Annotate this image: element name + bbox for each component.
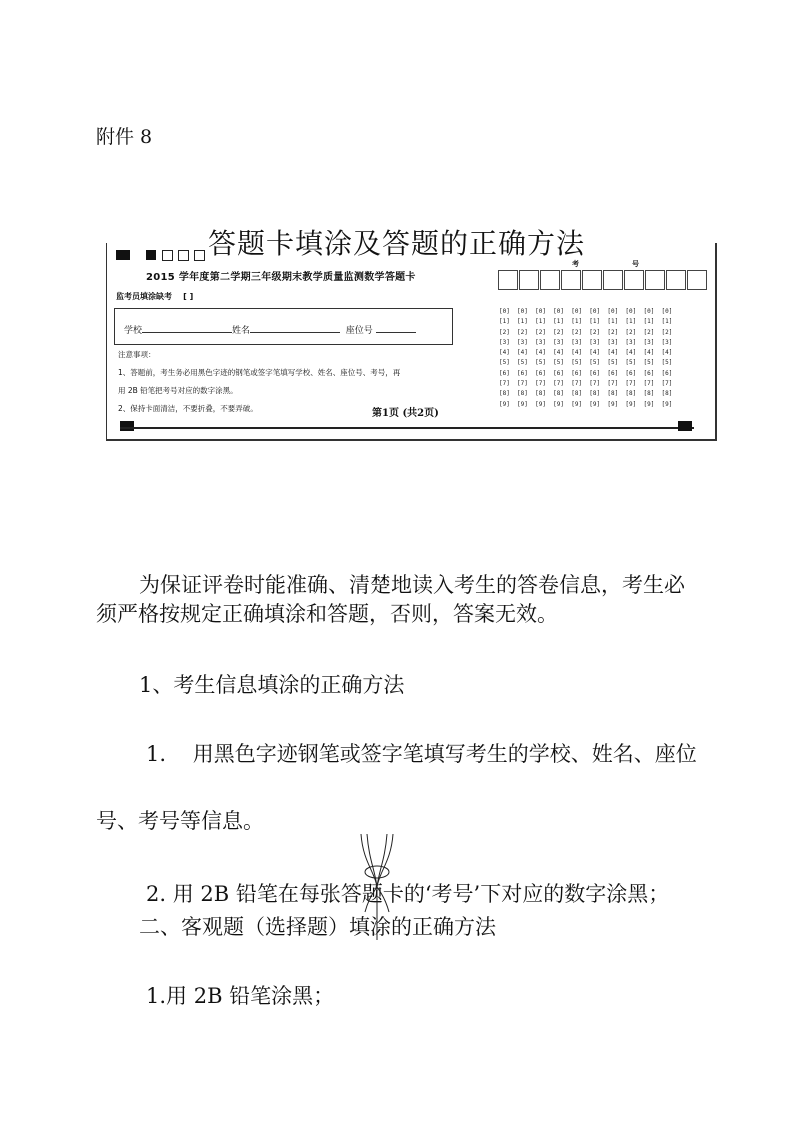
- proctor-box: [ ]: [183, 292, 194, 301]
- digit-row: [8] [8] [8] [8] [8] [8] [8] [8] [8] [8]: [499, 390, 673, 398]
- step1-line-2: 号、考号等信息。: [96, 809, 264, 833]
- card-title: 2015 学年度第二学期三年级期末教学质量监测数学答题卡: [146, 272, 416, 283]
- digit-row: [4] [4] [4] [4] [4] [4] [4] [4] [4] [4]: [499, 349, 673, 357]
- digit-row: [7] [7] [7] [7] [7] [7] [7] [7] [7] [7]: [499, 380, 673, 388]
- digit-row: [5] [5] [5] [5] [5] [5] [5] [5] [5] [5]: [499, 359, 673, 367]
- notes-title: 注意事项：: [118, 350, 156, 359]
- digit-row: [6] [6] [6] [6] [6] [6] [6] [6] [6] [6]: [499, 369, 673, 377]
- timing-mark-right: [678, 421, 692, 431]
- name-label: 姓名: [232, 326, 251, 336]
- school-underline: [142, 323, 232, 333]
- card-bottom-bar: [120, 427, 694, 429]
- digit-row: [0] [0] [0] [0] [0] [0] [0] [0] [0] [0]: [499, 308, 673, 315]
- step2-text: 2. 用 2B 铅笔在每张答题卡的‘考号’下对应的数字涂黑；: [146, 882, 670, 906]
- step1-line-1: 1. 用黑色字迹钢笔或签字笔填写考生的学校、姓名、座位: [146, 742, 697, 766]
- seat-label: 座位号: [345, 326, 373, 336]
- exam-no-label-1: 考: [572, 260, 579, 268]
- digit-row: [1] [1] [1] [1] [1] [1] [1] [1] [1] [1]: [499, 318, 673, 326]
- exam-no-cell: [624, 270, 644, 290]
- marker-square-icon: [146, 250, 156, 260]
- empty-square-icon: [162, 250, 173, 261]
- note-1a: 1、答题前，考生务必用黑色字迹的钢笔或签字笔填写学校、姓名、座位号、考号，再: [118, 368, 401, 377]
- exam-no-cell: [519, 270, 539, 290]
- student-info-line: [124, 323, 416, 336]
- exam-number-digit-grid: [499, 307, 672, 410]
- exam-no-cell: [687, 270, 707, 290]
- exam-no-cell: [603, 270, 623, 290]
- doc-title-clip: [100, 222, 700, 260]
- exam-no-cell: [666, 270, 686, 290]
- note-1b: 用 2B 铅笔把考号对应的数字涂黑。: [118, 386, 238, 395]
- section2-heading: 二、客观题（选择题）填涂的正确方法: [139, 915, 496, 939]
- empty-square-icon: [194, 250, 205, 261]
- intro-line-2: 须严格按规定正确填涂和答题，否则，答案无效。: [96, 602, 558, 626]
- exam-no-label-2: 号: [632, 260, 639, 268]
- exam-no-cell: [582, 270, 602, 290]
- digit-row: [2] [2] [2] [2] [2] [2] [2] [2] [2] [2]: [499, 328, 673, 336]
- timing-mark-left: [120, 421, 134, 431]
- proctor-label: 监考员填涂缺考: [116, 292, 172, 301]
- intro-line-1: 为保证评卷时能准确、清楚地读入考生的答卷信息，考生必: [139, 573, 685, 597]
- exam-no-cell: [498, 270, 518, 290]
- exam-number-grid: [498, 260, 711, 290]
- seat-underline: [376, 323, 416, 333]
- name-underline: [250, 323, 340, 333]
- school-label: 学校: [124, 326, 143, 336]
- digit-row: [9] [9] [9] [9] [9] [9] [9] [9] [9] [9]: [499, 400, 673, 408]
- proctor-absent-field: [116, 291, 193, 302]
- marker-square-icon: [116, 250, 130, 260]
- exam-no-cell: [561, 270, 581, 290]
- section1-heading: 1、考生信息填涂的正确方法: [139, 673, 405, 697]
- pencil-icon: [353, 832, 403, 942]
- exam-no-cell: [540, 270, 560, 290]
- objective-step1: 1.用 2B 铅笔涂黑；: [146, 984, 335, 1008]
- answer-card-image: [106, 243, 718, 443]
- note-2: 2、保持卡面清洁，不要折叠，不要弄破。: [118, 404, 258, 413]
- exam-no-cell: [645, 270, 665, 290]
- attachment-label: 附件 8: [96, 126, 153, 148]
- student-info-box: [114, 308, 453, 345]
- digit-row: [3] [3] [3] [3] [3] [3] [3] [3] [3] [3]: [499, 338, 673, 346]
- empty-square-icon: [178, 250, 189, 261]
- page-indicator: 第1页 (共2页): [372, 408, 439, 419]
- doc-title: 答题卡填涂及答题的正确方法: [208, 227, 586, 260]
